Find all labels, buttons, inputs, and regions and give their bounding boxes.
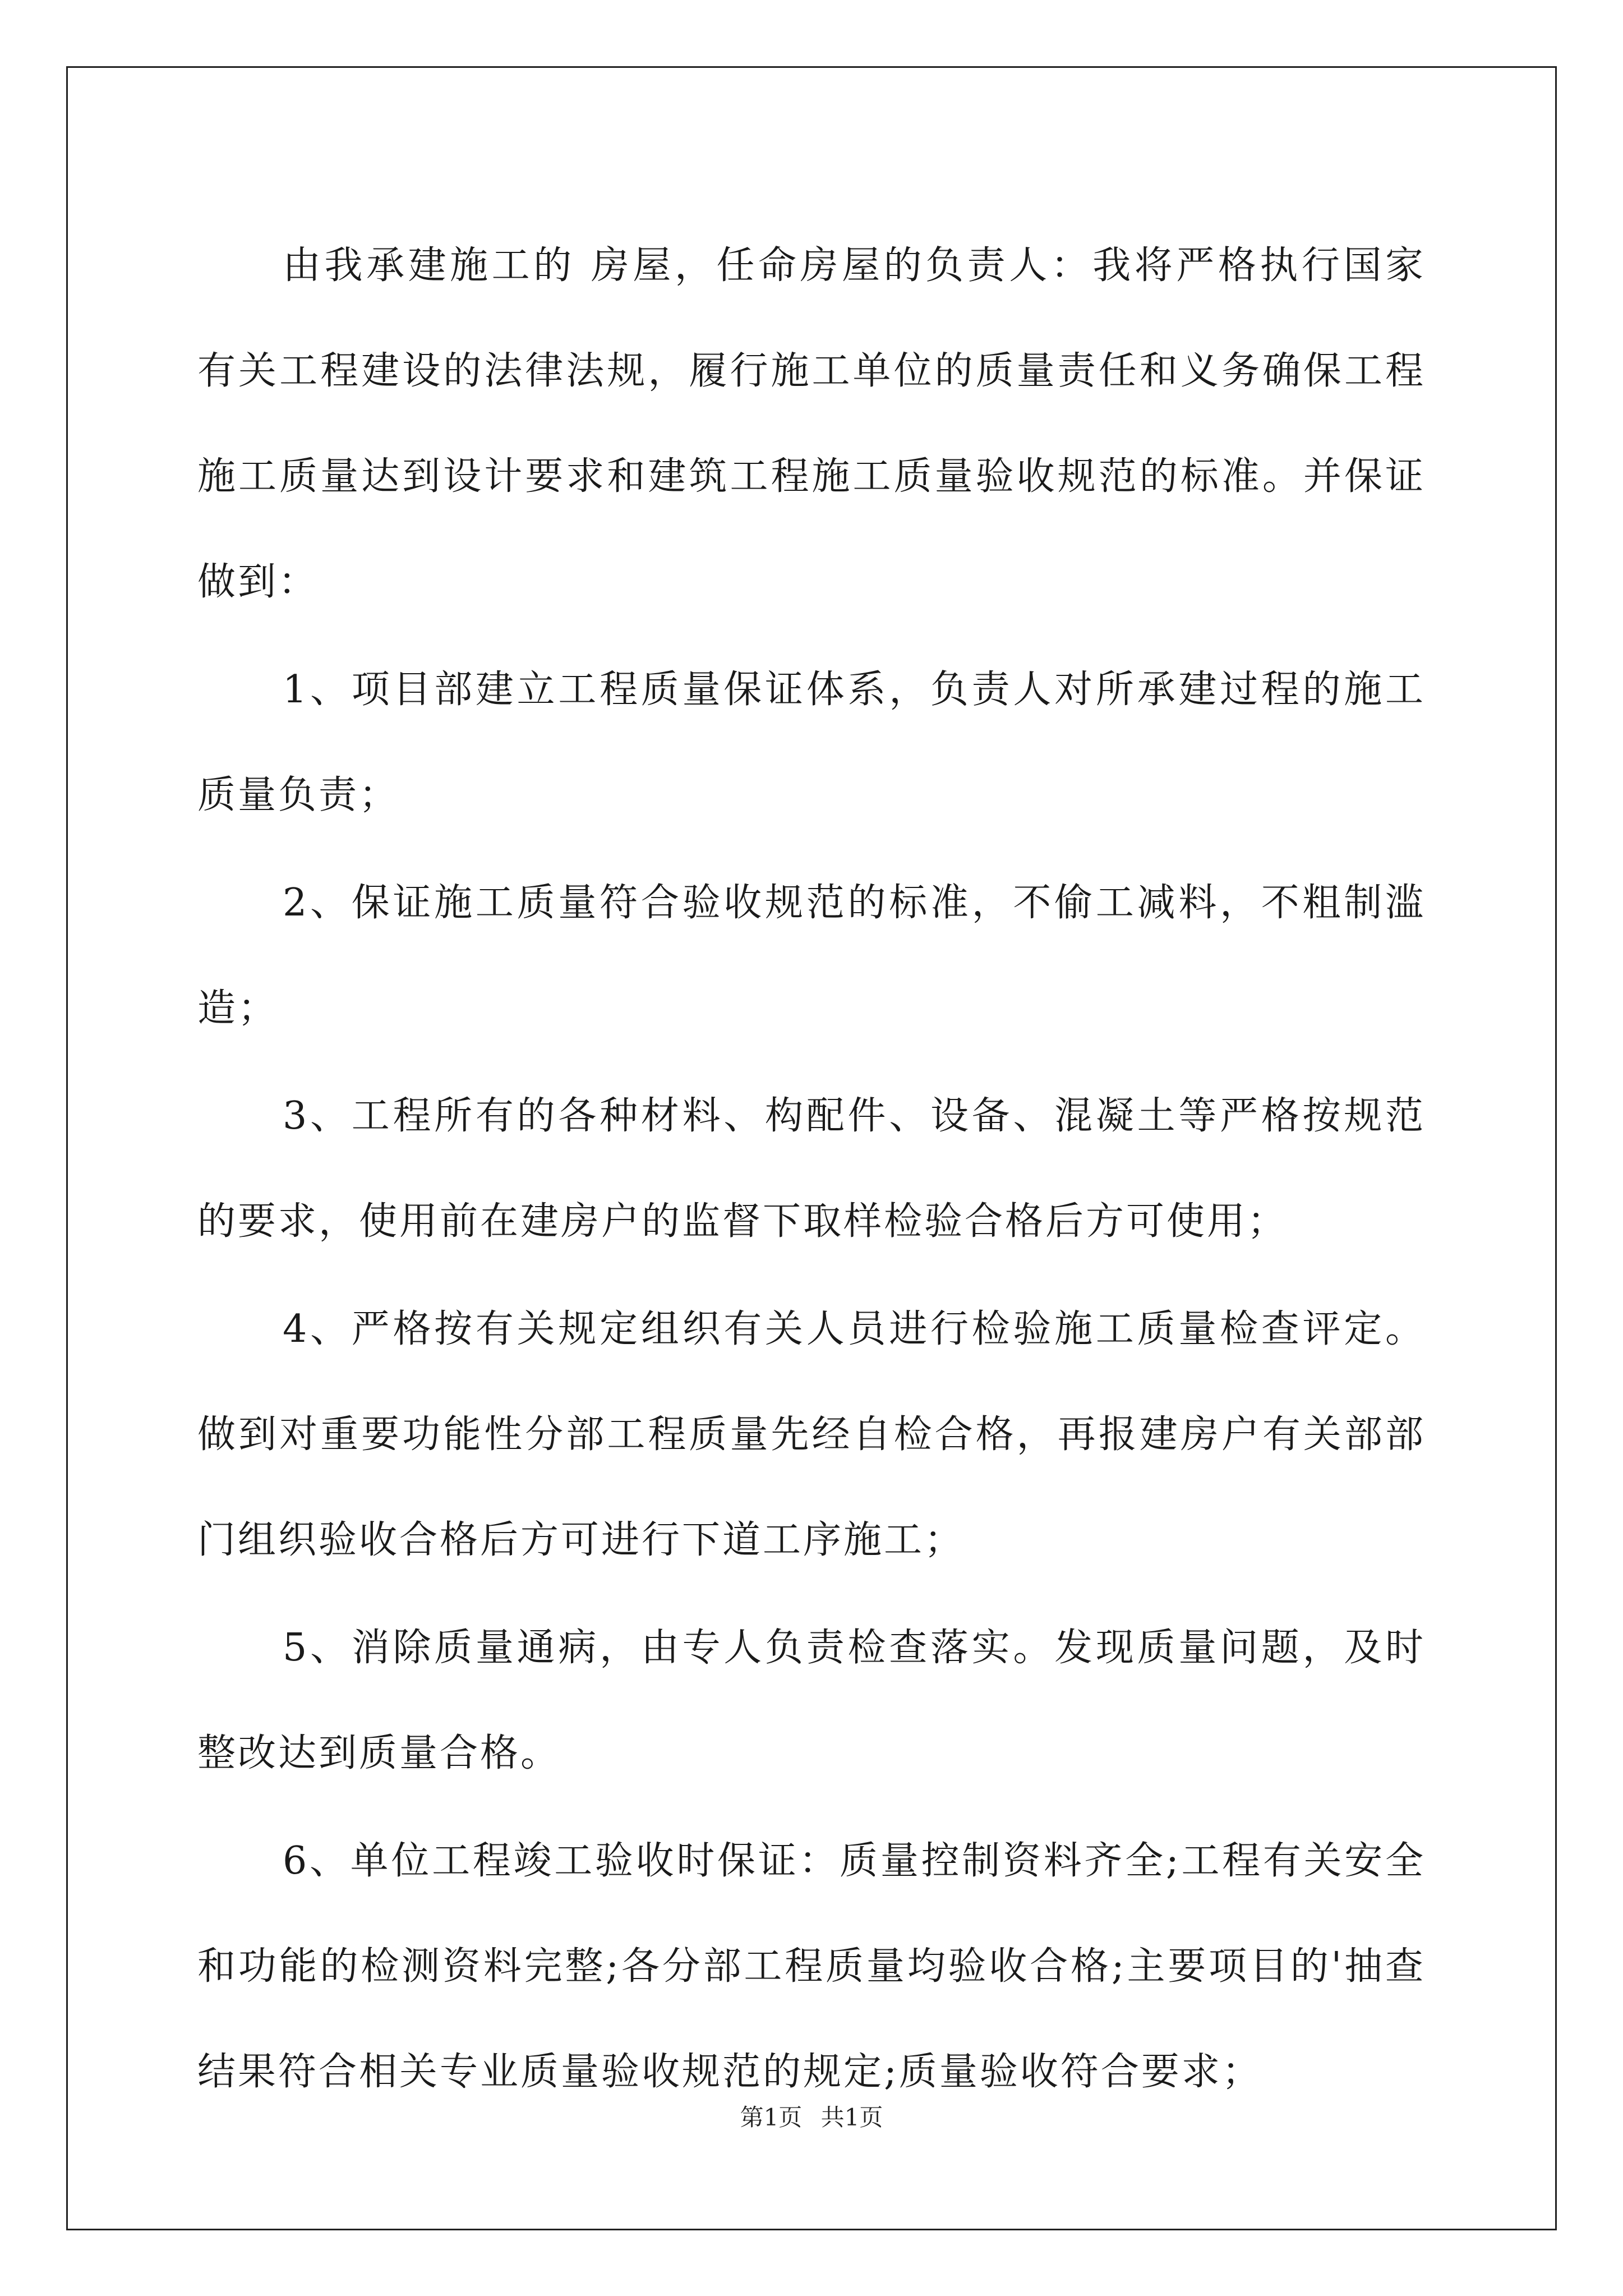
- page-footer: [0, 2101, 1623, 2134]
- paragraph-item-4: 4、严格按有关规定组织有关人员进行检验施工质量检查评定。做到对重要功能性分部工程质量先经自检合格，再报建房户有关部部门组织验收合格后方可进行下道工序施工；: [197, 1307, 1426, 1562]
- paragraph-item-1: 1、项目部建立工程质量保证体系，负责人对所承建过程的施工质量负责；: [197, 668, 1426, 817]
- page-total: 共1页: [820, 2104, 883, 2131]
- page-number: 第1页: [740, 2104, 803, 2131]
- paragraph-item-2: 2、保证施工质量符合验收规范的标准，不偷工减料，不粗制滥造；: [197, 881, 1426, 1030]
- paragraph-item-6: 6、单位工程竣工验收时保证：质量控制资料齐全;工程有关安全和功能的检测资料完整;各分部工程质量均验收合格;主要项目的'抽查结果符合相关专业质量验收规范的规定;质量验收符合要求；: [197, 1839, 1426, 2094]
- paragraph-item-5: 5、消除质量通病，由专人负责检查落实。发现质量问题，及时整改达到质量合格。: [197, 1626, 1426, 1775]
- document-body: [197, 213, 1426, 2127]
- paragraph-intro: 由我承建施工的 房屋，任命房屋的负责人：我将严格执行国家有关工程建设的法律法规，履行施工单位的质量责任和义务确保工程施工质量达到设计要求和建筑工程施工质量验收规范的标准。并保证做到：: [197, 243, 1426, 604]
- paragraph-item-3: 3、工程所有的各种材料、构配件、设备、混凝土等严格按规范的要求，使用前在建房户的监督下取样检验合格后方可使用；: [197, 1094, 1426, 1244]
